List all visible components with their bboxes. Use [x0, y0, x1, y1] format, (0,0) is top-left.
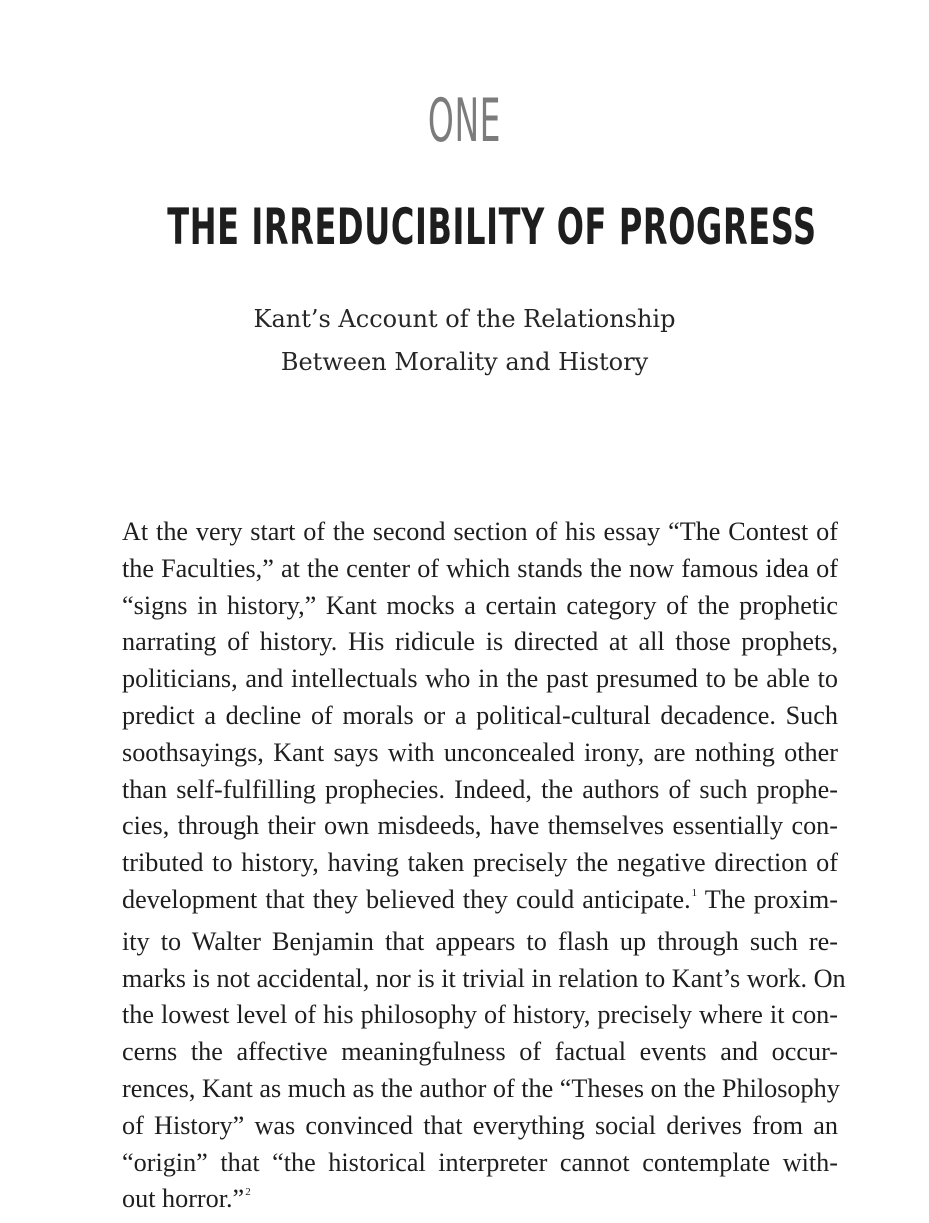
body-line-last — [122, 1181, 838, 1223]
body-line: than self-fulfilling prophecies. Indeed, the authors of such prophe- — [122, 774, 838, 804]
chapter-title: THE IRREDUCIBILITY OF PROGRESS — [167, 198, 817, 256]
footnote-marker-2[interactable]: 2 — [245, 1186, 251, 1199]
subtitle-line-1: Kant’s Account of the Relationship — [253, 305, 676, 333]
body-text-segment: The proxim- — [704, 884, 838, 914]
body-paragraph — [122, 514, 846, 1223]
subtitle-line-2: Between Morality and History — [280, 348, 649, 376]
body-line: politicians, and intellectuals who in the past presumed to be able to — [122, 664, 838, 694]
body-line: the Faculties,” at the center of which stands the now famous idea of — [122, 553, 838, 583]
body-line: “origin” that “the historical interpreter cannot contemplate with- — [122, 1147, 838, 1177]
body-line: of History” was convinced that everything social derives from an — [122, 1110, 838, 1140]
body-line: cerns the affective meaningfulness of factual events and occur- — [122, 1037, 838, 1067]
body-line: the lowest level of his philosophy of history, precisely where it con- — [122, 1000, 838, 1030]
body-line: tributed to history, having taken precisely the negative direction of — [122, 848, 838, 878]
body-line: marks is not accidental, nor is it trivial in relation to Kant’s work. On — [122, 963, 846, 993]
body-line: cies, through their own misdeeds, have themselves essentially con- — [122, 811, 838, 841]
body-line: ity to Walter Benjamin that appears to flash up through such re- — [122, 926, 838, 956]
body-line-with-footnote — [122, 882, 838, 924]
body-line: rences, Kant as much as the author of the “Theses on the Philosophy — [122, 1073, 840, 1103]
footnote-marker-1[interactable]: 1 — [691, 886, 698, 899]
body-text-segment: out horror.” — [122, 1184, 245, 1214]
body-line: predict a decline of morals or a political-cultural decadence. Such — [122, 700, 838, 730]
chapter-number: ONE — [427, 86, 502, 156]
body-line: narrating of history. His ridicule is directed at all those prophets, — [122, 627, 838, 657]
body-line: “signs in history,” Kant mocks a certain category of the prophetic — [122, 590, 838, 620]
body-line: At the very start of the second section of his essay “The Contest of — [122, 517, 838, 546]
body-line: soothsayings, Kant says with unconcealed irony, are nothing other — [122, 737, 838, 767]
chapter-subtitle — [0, 298, 929, 384]
body-text-segment: development that they believed they could anticipate. — [122, 884, 691, 914]
